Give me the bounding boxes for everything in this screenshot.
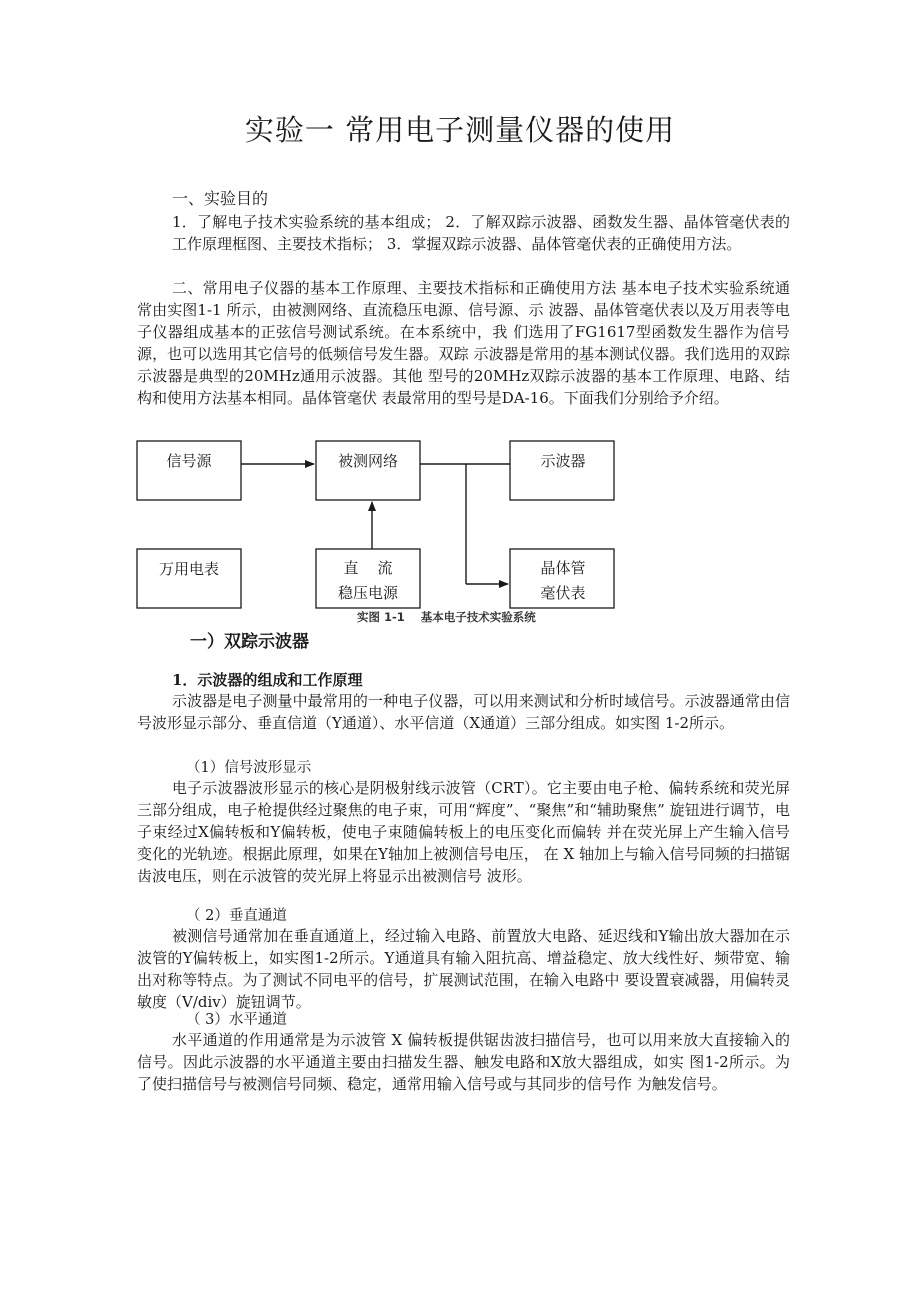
part2-paragraph: 被测信号通常加在垂直通道上，经过输入电路、前置放大电路、延迟线和Y输出放大器加在示波管的Y偏转板上，如实图1-2所示。Y通道具有输入阻抗高、增益稳定、放大线性好、频带宽、输出对称等特点。为了测试不同电平的信号，扩展测试范围，在输入电路中 要设置衰减器，用偏转灵敏度（V/div）旋钮调节。	[137, 927, 790, 1011]
oscilloscope-box	[510, 441, 614, 500]
oscilloscope-sub-heading: 1．示波器的组成和工作原理	[172, 671, 363, 689]
part2-title: （ 2）垂直通道	[186, 908, 287, 924]
power-supply-label-line1: 直 流	[343, 559, 393, 577]
part3-title: （ 3）水平通道	[186, 1012, 287, 1028]
millivoltmeter-label-line1: 晶体管	[540, 559, 586, 577]
power-supply-label-line2: 稳压电源	[337, 584, 399, 602]
oscilloscope-heading: 一）双踪示波器	[190, 632, 309, 652]
section-two-paragraph: 二、常用电子仪器的基本工作原理、主要技术指标和正确使用方法 基本电子技术实验系统通常由实图1-1 所示，由被测网络、直流稳压电源、信号源、示 波器、晶体管毫伏表以及万用表等电子仪器组成基本的正弦信号测试系统。在本系统中，我 们选用了FG1617型函数发生器作为信号源，也可以选用其它信号的低频信号发生器。双踪 示波器是常用的基本测试仪器。我们选用的双踪示波器是典型的20MHz通用示波器。其他 型号的20MHz双踪示波器的基本工作原理、电路、结构和使用方法基本相同。晶体管毫伏 表最常用的型号是DA-16。下面我们分别给予介绍。	[137, 279, 790, 407]
figure-caption: 实图 1-1 基本电子技术实验系统	[357, 610, 536, 624]
part1-title: （1）信号波形显示	[186, 760, 312, 776]
signal-source-label: 信号源	[166, 452, 212, 470]
page-title: 实验一 常用电子测量仪器的使用	[244, 113, 676, 147]
section-heading-objectives: 一、实验目的	[172, 189, 269, 208]
part3-paragraph: 水平通道的作用通常是为示波管 X 偏转板提供锯齿波扫描信号，也可以用来放大直接输入的信号。因此示波器的水平通道主要由扫描发生器、触发电路和X放大器组成，如实 图1-2所示。为了使扫描信号与被测信号同频、稳定，通常用输入信号或与其同步的信号作 为触发信号。	[137, 1031, 790, 1093]
network-label: 被测网络	[337, 452, 399, 470]
network-box	[316, 441, 420, 500]
oscilloscope-intro-paragraph: 示波器是电子测量中最常用的一种电子仪器，可以用来测试和分析时域信号。示波器通常由信号波形显示部分、垂直信道（Y通道）、水平信道（X通道）三部分组成。如实图 1-2所示。	[137, 692, 790, 732]
objectives-paragraph: 1．了解电子技术实验系统的基本组成； 2．了解双踪示波器、函数发生器、晶体管毫伏表的工作原理框图、主要技术指标； 3．掌握双踪示波器、晶体管毫伏表的正确使用方法。	[172, 213, 790, 253]
part1-paragraph: 电子示波器波形显示的核心是阴极射线示波管（CRT）。它主要由电子枪、偏转系统和荧光屏三部分组成，电子枪提供经过聚焦的电子束，可用“辉度”、“聚焦”和“辅助聚焦” 旋钮进行调节，电子束经过X偏转板和Y偏转板，使电子束随偏转板上的电压变化而偏转 并在荧光屏上产生输入信号变化的光轨迹。根据此原理，如果在Y轴加上被测信号电压， 在 X 轴加上与输入信号同频的扫描锯齿波电压，则在示波管的荧光屏上将显示出被测信号 波形。	[137, 779, 790, 885]
multimeter-label: 万用电表	[158, 560, 220, 578]
signal-source-box	[137, 441, 241, 500]
multimeter-box	[137, 549, 241, 608]
millivoltmeter-label-line2: 毫伏表	[540, 584, 586, 602]
oscilloscope-label: 示波器	[540, 452, 586, 470]
system-block-diagram	[136, 438, 616, 628]
